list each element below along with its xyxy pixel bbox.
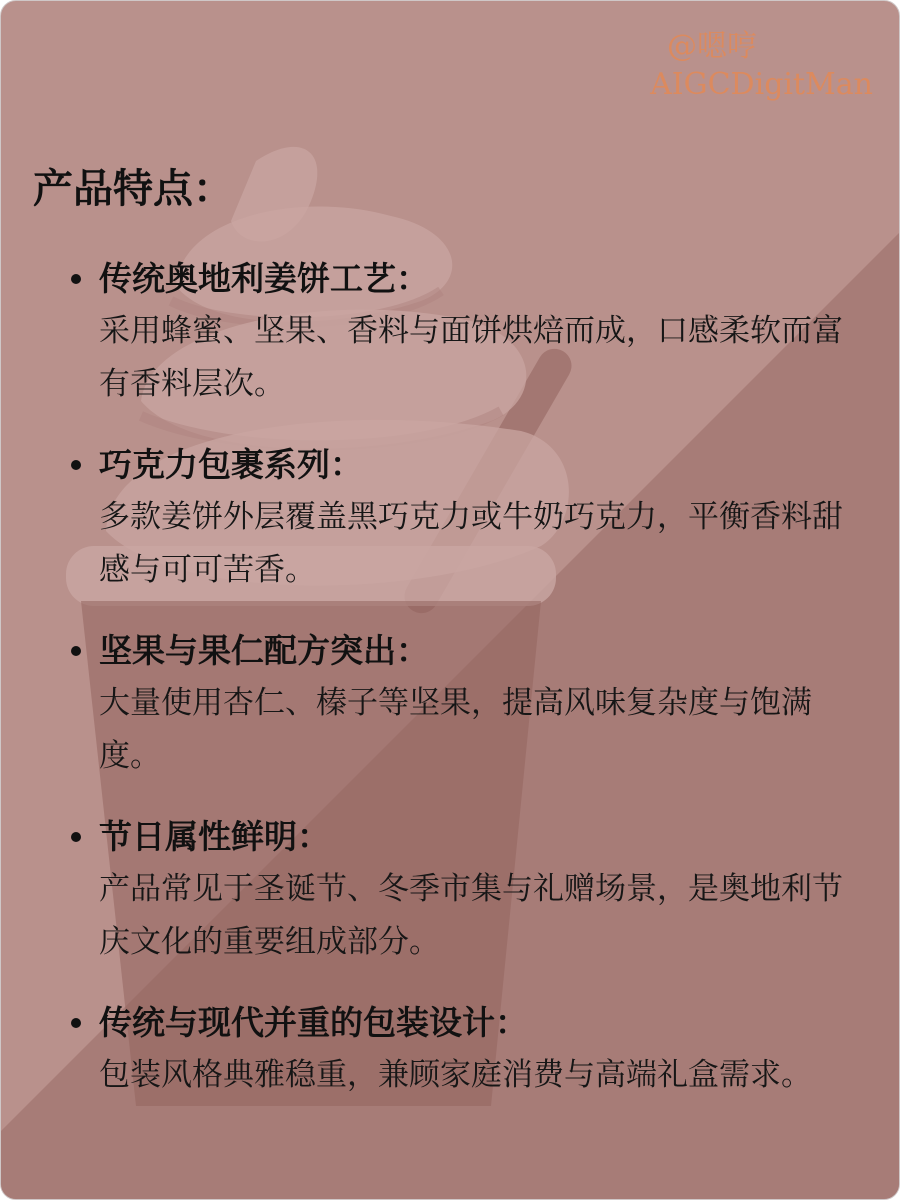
feature-description: 采用蜂蜜、坚果、香料与面饼烘焙而成，口感柔软而富有香料层次。	[99, 313, 843, 402]
bullet-icon	[71, 460, 81, 470]
feature-title: 坚果与果仁配方突出：	[99, 631, 429, 670]
bullet-icon	[71, 1018, 81, 1028]
feature-item	[65, 997, 845, 1102]
feature-title: 传统与现代并重的包装设计：	[99, 1003, 528, 1042]
feature-description: 包装风格典雅稳重，兼顾家庭消费与高端礼盒需求。	[99, 1057, 812, 1093]
feature-description: 大量使用杏仁、榛子等坚果，提高风味复杂度与饱满度。	[99, 685, 812, 774]
page-title: 产品特点：	[33, 166, 233, 212]
feature-title: 传统奥地利姜饼工艺：	[99, 259, 429, 298]
bullet-icon	[71, 274, 81, 284]
watermark	[650, 29, 873, 105]
feature-item	[65, 253, 845, 411]
watermark-handle: @嗯哼	[667, 29, 757, 64]
bullet-icon	[71, 646, 81, 656]
feature-description: 多款姜饼外层覆盖黑巧克力或牛奶巧克力，平衡香料甜感与可可苦香。	[99, 499, 843, 588]
feature-list	[65, 253, 845, 1130]
feature-title: 巧克力包裹系列：	[99, 445, 363, 484]
watermark-name: AIGCDigitMan	[650, 67, 873, 102]
feature-item	[65, 439, 845, 597]
feature-item	[65, 811, 845, 969]
bullet-icon	[71, 832, 81, 842]
feature-description: 产品常见于圣诞节、冬季市集与礼赠场景，是奥地利节庆文化的重要组成部分。	[99, 871, 843, 960]
feature-item	[65, 625, 845, 783]
feature-title: 节日属性鲜明：	[99, 817, 330, 856]
